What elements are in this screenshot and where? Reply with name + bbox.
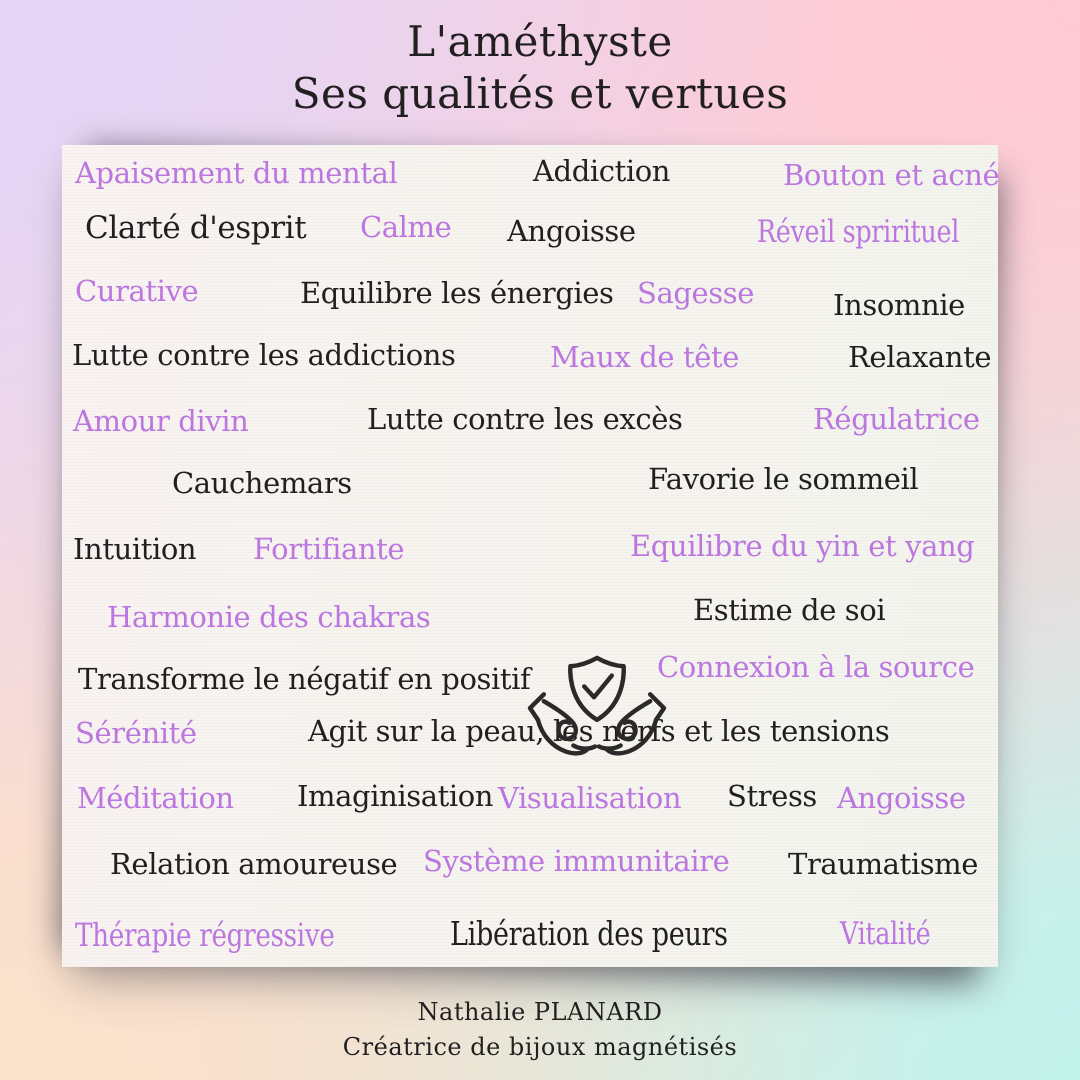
- word-item: Favorie le sommeil: [648, 462, 919, 496]
- word-item: Angoisse: [507, 214, 636, 248]
- word-item: Thérapie régressive: [75, 916, 335, 954]
- word-item: Curative: [75, 274, 199, 308]
- word-item: Clarté d'esprit: [85, 210, 307, 246]
- footer-role: Créatrice de bijoux magnétisés: [342, 1033, 738, 1061]
- card: [62, 145, 998, 967]
- word-item: Imaginisation: [297, 779, 494, 813]
- word-item: Maux de tête: [550, 340, 740, 374]
- word-item: Agit sur la peau, les nerfs et les tensions: [308, 714, 890, 748]
- word-item: Calme: [360, 210, 452, 244]
- title-line2: Ses qualités et vertues: [291, 69, 789, 118]
- word-item: Système immunitaire: [423, 844, 730, 878]
- page-title: [0, 16, 1080, 120]
- word-item: Réveil sprirituel: [757, 214, 960, 250]
- word-item: Transforme le négatif en positif: [78, 662, 531, 696]
- word-item: Lutte contre les addictions: [72, 338, 456, 372]
- word-item: Vitalité: [840, 916, 931, 952]
- word-item: Méditation: [77, 781, 234, 815]
- word-item: Insomnie: [833, 288, 965, 322]
- word-item: Lutte contre les excès: [367, 402, 683, 436]
- word-item: Traumatisme: [788, 847, 979, 881]
- word-item: Stress: [727, 779, 817, 813]
- word-item: Harmonie des chakras: [107, 600, 431, 634]
- title-line1: L'améthyste: [407, 17, 673, 66]
- word-item: Intuition: [73, 532, 197, 566]
- word-item: Estime de soi: [693, 593, 886, 627]
- footer-credit: [0, 995, 1080, 1065]
- word-item: Relation amoureuse: [110, 847, 398, 881]
- word-item: Equilibre les énergies: [300, 276, 614, 310]
- word-item: Visualisation: [498, 781, 682, 815]
- word-item: Amour divin: [73, 404, 249, 438]
- word-item: Régulatrice: [813, 402, 980, 436]
- hands-holding-shield-check-icon: [517, 650, 677, 778]
- word-item: Bouton et acné: [783, 158, 1000, 192]
- word-item: Angoisse: [837, 781, 966, 815]
- word-item: Cauchemars: [172, 466, 352, 500]
- word-item: Equilibre du yin et yang: [630, 529, 975, 563]
- word-item: Addiction: [533, 154, 671, 188]
- footer-name: Nathalie PLANARD: [417, 998, 663, 1026]
- word-item: Connexion à la source: [657, 650, 975, 684]
- word-item: Libération des peurs: [450, 914, 728, 953]
- word-item: Sagesse: [637, 276, 755, 310]
- word-item: Apaisement du mental: [75, 156, 398, 190]
- word-item: Fortifiante: [253, 532, 405, 566]
- word-item: Sérénité: [75, 716, 197, 750]
- word-item: Relaxante: [848, 340, 992, 374]
